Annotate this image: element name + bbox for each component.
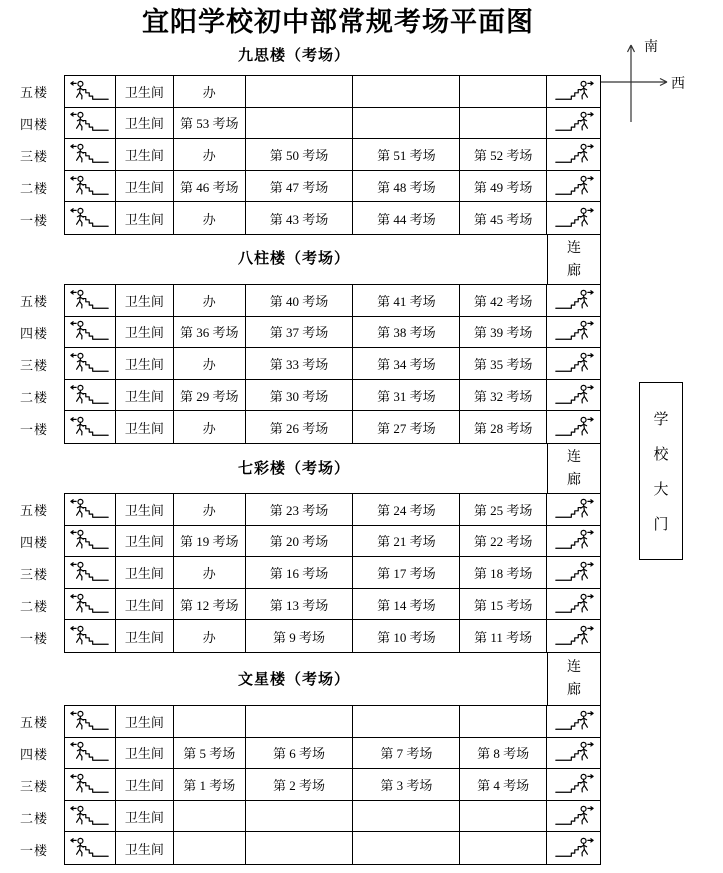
room-cell: 第 10 考场 <box>353 620 460 652</box>
room-cell: 第 35 考场 <box>460 348 547 380</box>
stairs-icon <box>552 624 596 649</box>
room-cell: 第 50 考场 <box>246 139 354 171</box>
building-table <box>64 493 601 653</box>
stairs-icon <box>68 351 112 376</box>
restroom-cell: 卫生间 <box>116 139 174 171</box>
corridor-label: 廊 <box>567 472 581 488</box>
room-cell: 第 18 考场 <box>460 557 547 589</box>
stairs-icon <box>552 206 596 231</box>
stairs-cell <box>547 526 600 558</box>
room-cell <box>460 706 547 738</box>
corridor-label: 连 <box>567 449 581 465</box>
room-cell <box>174 706 246 738</box>
room-cell: 第 17 考场 <box>353 557 460 589</box>
room-cell: 第 4 考场 <box>460 769 547 801</box>
room-cell: 第 21 考场 <box>353 526 460 558</box>
building-title: 七彩楼（考场） <box>237 461 350 477</box>
floor-label: 一楼 <box>19 630 48 646</box>
stairs-icon <box>68 804 112 829</box>
stairs-icon <box>552 288 596 313</box>
floor-label: 五楼 <box>19 502 48 518</box>
stairs-icon <box>552 383 596 408</box>
room-cell: 第 46 考场 <box>174 171 246 203</box>
room-cell <box>353 76 460 108</box>
room-cell: 第 31 考场 <box>353 380 460 412</box>
stairs-cell <box>65 801 116 833</box>
stairs-icon <box>68 110 112 135</box>
restroom-cell: 卫生间 <box>116 108 174 140</box>
room-cell: 第 13 考场 <box>246 589 354 621</box>
room-cell: 第 22 考场 <box>460 526 547 558</box>
stairs-cell <box>65 202 116 234</box>
floor-label-column <box>12 75 56 235</box>
room-cell: 第 38 考场 <box>353 317 460 349</box>
restroom-cell: 卫生间 <box>116 494 174 526</box>
stairs-cell <box>547 202 600 234</box>
room-cell: 办 <box>174 494 246 526</box>
stairs-cell <box>65 526 116 558</box>
room-cell: 第 20 考场 <box>246 526 354 558</box>
gate-label-char: 学 <box>653 412 669 428</box>
room-cell: 办 <box>174 76 246 108</box>
stairs-cell <box>65 108 116 140</box>
room-cell: 第 36 考场 <box>174 317 246 349</box>
stairs-icon <box>68 497 112 522</box>
stairs-cell <box>65 706 116 738</box>
stairs-icon <box>552 110 596 135</box>
restroom-cell: 卫生间 <box>116 317 174 349</box>
room-cell: 办 <box>174 411 246 443</box>
room-cell: 第 29 考场 <box>174 380 246 412</box>
floor-label: 二楼 <box>19 598 48 614</box>
gate-label-char: 大 <box>653 482 669 498</box>
stairs-cell <box>547 411 600 443</box>
stairs-icon <box>68 206 112 231</box>
room-cell: 第 5 考场 <box>174 738 246 770</box>
room-cell: 第 14 考场 <box>353 589 460 621</box>
stairs-icon <box>552 351 596 376</box>
room-cell: 第 48 考场 <box>353 171 460 203</box>
room-cell: 第 32 考场 <box>460 380 547 412</box>
restroom-cell: 卫生间 <box>116 411 174 443</box>
stairs-cell <box>65 171 116 203</box>
corridor-box <box>547 234 601 285</box>
building-table <box>64 75 601 235</box>
stairs-icon <box>552 772 596 797</box>
room-cell <box>246 706 354 738</box>
room-cell <box>246 76 354 108</box>
stairs-cell <box>65 285 116 317</box>
floor-label: 一楼 <box>19 421 48 437</box>
compass-label-south: 南 <box>644 40 658 55</box>
room-cell: 第 9 考场 <box>246 620 354 652</box>
floor-label-column <box>12 705 56 865</box>
gate-label-char: 校 <box>653 447 669 463</box>
room-cell: 第 28 考场 <box>460 411 547 443</box>
stairs-cell <box>547 769 600 801</box>
floor-label: 二楼 <box>19 389 48 405</box>
stairs-cell <box>547 348 600 380</box>
corridor-box <box>547 652 601 706</box>
corridor-label: 廊 <box>567 263 581 279</box>
stairs-cell <box>547 738 600 770</box>
room-cell: 第 7 考场 <box>353 738 460 770</box>
floor-label: 二楼 <box>19 180 48 196</box>
room-cell: 第 39 考场 <box>460 317 547 349</box>
room-cell: 第 24 考场 <box>353 494 460 526</box>
room-cell: 第 15 考场 <box>460 589 547 621</box>
stairs-cell <box>65 738 116 770</box>
stairs-cell <box>65 76 116 108</box>
room-cell <box>246 832 354 864</box>
stairs-icon <box>552 497 596 522</box>
corridor-box <box>547 443 601 494</box>
stairs-icon <box>552 836 596 861</box>
floor-label: 一楼 <box>19 842 48 858</box>
stairs-cell <box>547 171 600 203</box>
room-cell <box>174 801 246 833</box>
page-title: 宜阳学校初中部常规考场平面图 <box>142 7 534 37</box>
room-cell: 第 37 考场 <box>246 317 354 349</box>
floor-label: 三楼 <box>19 148 48 164</box>
stairs-cell <box>547 494 600 526</box>
stairs-cell <box>547 620 600 652</box>
corridor-label: 连 <box>567 660 581 675</box>
stairs-icon <box>68 142 112 167</box>
room-cell: 第 16 考场 <box>246 557 354 589</box>
floor-label-column <box>12 493 56 653</box>
room-cell: 第 6 考场 <box>246 738 354 770</box>
room-cell: 第 44 考场 <box>353 202 460 234</box>
room-cell: 第 53 考场 <box>174 108 246 140</box>
stairs-icon <box>552 142 596 167</box>
room-cell: 第 3 考场 <box>353 769 460 801</box>
room-cell <box>353 706 460 738</box>
restroom-cell: 卫生间 <box>116 832 174 864</box>
floor-label: 一楼 <box>19 212 48 228</box>
corridor-label: 廊 <box>567 683 581 698</box>
stairs-icon <box>68 592 112 617</box>
corridor-label: 连 <box>567 240 581 256</box>
stairs-cell <box>547 589 600 621</box>
stairs-cell <box>547 108 600 140</box>
stairs-cell <box>65 494 116 526</box>
building-title: 文星楼（考场） <box>237 672 350 688</box>
room-cell: 第 41 考场 <box>353 285 460 317</box>
room-cell: 第 12 考场 <box>174 589 246 621</box>
stairs-cell <box>65 557 116 589</box>
room-cell: 第 34 考场 <box>353 348 460 380</box>
restroom-cell: 卫生间 <box>116 380 174 412</box>
stairs-cell <box>547 380 600 412</box>
stairs-cell <box>65 380 116 412</box>
stairs-cell <box>547 139 600 171</box>
room-cell: 第 47 考场 <box>246 171 354 203</box>
room-cell <box>460 108 547 140</box>
floor-label: 五楼 <box>19 84 48 100</box>
restroom-cell: 卫生间 <box>116 171 174 203</box>
stairs-icon <box>68 836 112 861</box>
restroom-cell: 卫生间 <box>116 620 174 652</box>
room-cell: 第 30 考场 <box>246 380 354 412</box>
gate-label-char: 门 <box>653 517 669 533</box>
stairs-cell <box>547 285 600 317</box>
stairs-icon <box>68 319 112 344</box>
restroom-cell: 卫生间 <box>116 202 174 234</box>
stairs-icon <box>68 709 112 734</box>
room-cell <box>460 801 547 833</box>
room-cell: 第 25 考场 <box>460 494 547 526</box>
stairs-cell <box>65 832 116 864</box>
restroom-cell: 卫生间 <box>116 76 174 108</box>
room-cell: 第 43 考场 <box>246 202 354 234</box>
room-cell: 办 <box>174 557 246 589</box>
stairs-cell <box>547 317 600 349</box>
floor-label: 二楼 <box>19 810 48 826</box>
floor-label: 三楼 <box>19 357 48 373</box>
floor-label: 四楼 <box>19 534 48 550</box>
stairs-icon <box>552 415 596 440</box>
restroom-cell: 卫生间 <box>116 706 174 738</box>
room-cell: 第 40 考场 <box>246 285 354 317</box>
restroom-cell: 卫生间 <box>116 801 174 833</box>
room-cell: 办 <box>174 139 246 171</box>
room-cell: 第 45 考场 <box>460 202 547 234</box>
floor-label: 五楼 <box>19 293 48 309</box>
room-cell <box>246 108 354 140</box>
floor-label: 三楼 <box>19 778 48 794</box>
stairs-icon <box>68 560 112 585</box>
stairs-icon <box>68 79 112 104</box>
room-cell <box>460 76 547 108</box>
building-table <box>64 705 601 865</box>
room-cell: 第 49 考场 <box>460 171 547 203</box>
stairs-icon <box>552 709 596 734</box>
stairs-icon <box>68 174 112 199</box>
stairs-icon <box>68 772 112 797</box>
restroom-cell: 卫生间 <box>116 769 174 801</box>
floor-label-column <box>12 284 56 444</box>
stairs-cell <box>65 411 116 443</box>
room-cell: 第 19 考场 <box>174 526 246 558</box>
stairs-icon <box>552 319 596 344</box>
stairs-icon <box>552 560 596 585</box>
stairs-cell <box>65 589 116 621</box>
floor-label: 四楼 <box>19 325 48 341</box>
stairs-icon <box>68 528 112 553</box>
stairs-cell <box>65 139 116 171</box>
compass-label-west: 西 <box>671 77 685 92</box>
restroom-cell: 卫生间 <box>116 738 174 770</box>
stairs-cell <box>65 317 116 349</box>
room-cell <box>353 832 460 864</box>
floor-label: 五楼 <box>19 714 48 730</box>
stairs-icon <box>68 288 112 313</box>
building-table <box>64 284 601 444</box>
stairs-cell <box>547 706 600 738</box>
room-cell: 第 2 考场 <box>246 769 354 801</box>
room-cell: 办 <box>174 348 246 380</box>
stairs-cell <box>547 832 600 864</box>
stairs-cell <box>65 769 116 801</box>
room-cell: 第 26 考场 <box>246 411 354 443</box>
restroom-cell: 卫生间 <box>116 348 174 380</box>
room-cell: 第 42 考场 <box>460 285 547 317</box>
stairs-icon <box>68 740 112 765</box>
stairs-icon <box>68 383 112 408</box>
stairs-icon <box>552 592 596 617</box>
room-cell: 办 <box>174 620 246 652</box>
stairs-cell <box>547 557 600 589</box>
room-cell <box>460 832 547 864</box>
room-cell: 第 33 考场 <box>246 348 354 380</box>
room-cell <box>246 801 354 833</box>
restroom-cell: 卫生间 <box>116 557 174 589</box>
stairs-icon <box>68 415 112 440</box>
stairs-icon <box>68 624 112 649</box>
stairs-icon <box>552 804 596 829</box>
room-cell: 第 51 考场 <box>353 139 460 171</box>
stairs-cell <box>65 348 116 380</box>
floor-label: 四楼 <box>19 746 48 762</box>
stairs-icon <box>552 79 596 104</box>
stairs-icon <box>552 174 596 199</box>
stairs-cell <box>547 801 600 833</box>
building-title: 八柱楼（考场） <box>237 251 350 267</box>
room-cell <box>174 832 246 864</box>
room-cell: 第 52 考场 <box>460 139 547 171</box>
building-title: 九思楼（考场） <box>237 48 350 64</box>
school-gate-box <box>639 382 683 560</box>
room-cell: 第 23 考场 <box>246 494 354 526</box>
room-cell <box>353 108 460 140</box>
room-cell: 办 <box>174 202 246 234</box>
room-cell: 第 8 考场 <box>460 738 547 770</box>
stairs-icon <box>552 740 596 765</box>
floor-label: 四楼 <box>19 116 48 132</box>
stairs-icon <box>552 528 596 553</box>
room-cell: 第 1 考场 <box>174 769 246 801</box>
room-cell <box>353 801 460 833</box>
restroom-cell: 卫生间 <box>116 285 174 317</box>
floor-label: 三楼 <box>19 566 48 582</box>
restroom-cell: 卫生间 <box>116 526 174 558</box>
restroom-cell: 卫生间 <box>116 589 174 621</box>
stairs-cell <box>547 76 600 108</box>
stairs-cell <box>65 620 116 652</box>
room-cell: 办 <box>174 285 246 317</box>
room-cell: 第 11 考场 <box>460 620 547 652</box>
room-cell: 第 27 考场 <box>353 411 460 443</box>
